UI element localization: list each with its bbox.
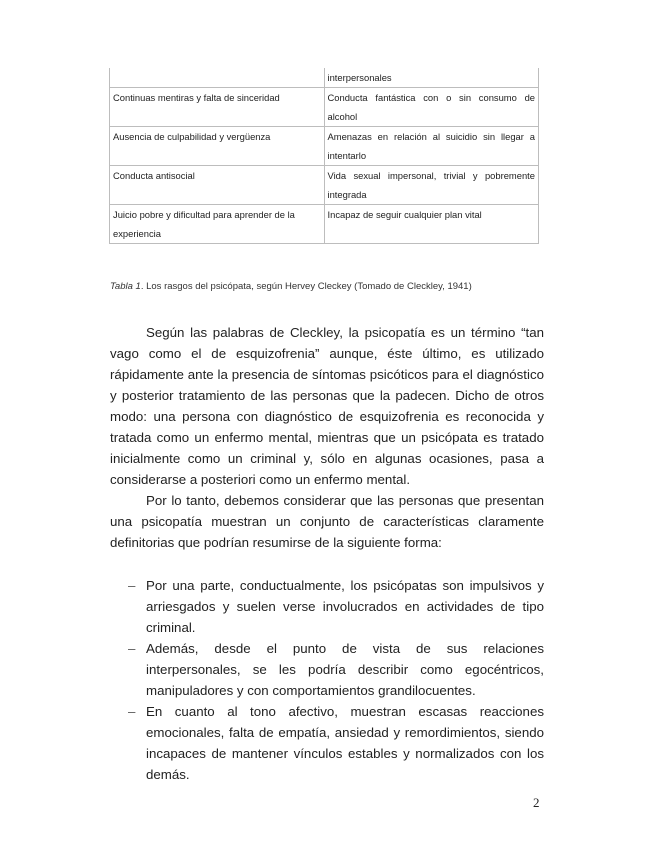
list-item	[110, 638, 544, 701]
table-cell: Continuas mentiras y falta de sinceridad	[110, 88, 325, 127]
page-number: 2	[533, 795, 540, 810]
table-cell: Incapaz de seguir cualquier plan vital	[324, 205, 539, 244]
table-cell: interpersonales	[324, 68, 539, 88]
list-item	[110, 575, 544, 638]
list-item-text: En cuanto al tono afectivo, muestran escasas reacciones emocionales, falta de empatía, ansiedad y remordimientos, siendo incapaces de mantener vínculos estables y normalizados con los demás.	[146, 704, 544, 782]
table-cell: Conducta fantástica con o sin consumo de alcohol	[324, 88, 539, 127]
traits-list	[110, 575, 544, 785]
caption-text: . Los rasgos del psicópata, según Hervey Cleckey (Tomado de Cleckley, 1941)	[140, 281, 472, 292]
list-item-text: Por una parte, conductualmente, los psicópatas son impulsivos y arriesgados y suelen verse involucrados en actividades de tipo criminal.	[146, 578, 544, 635]
table-row	[110, 127, 539, 166]
table-row	[110, 88, 539, 127]
table-row	[110, 205, 539, 244]
list-item-text: Además, desde el punto de vista de sus relaciones interpersonales, se les podría describir como egocéntricos, manipuladores y con comportamientos grandilocuentes.	[146, 641, 544, 698]
table-cell: Ausencia de culpabilidad y vergüenza	[110, 127, 325, 166]
table-row	[110, 166, 539, 205]
table-cell	[110, 68, 325, 88]
caption-label: Tabla 1	[110, 281, 141, 292]
bullet-dash: –	[128, 578, 136, 593]
table-cell: Vida sexual impersonal, trivial y pobremente integrada	[324, 166, 539, 205]
table-cell: Amenazas en relación al suicidio sin llegar a intentarlo	[324, 127, 539, 166]
paragraph-summary-intro: Por lo tanto, debemos considerar que las personas que presentan una psicopatía muestran un conjunto de características claramente definitorias que podrían resumirse de la siguiente forma:	[110, 493, 544, 550]
list-item	[110, 701, 544, 785]
paragraph-cleckley: Según las palabras de Cleckley, la psicopatía es un término “tan vago como el de esquizofrenia” aunque, éste último, es utilizado rápidamente ante la presencia de síntomas psicóticos para el diagnóstico y posterior tratamiento de las personas que la padecen. Dicho de otros modo: una persona con diagnóstico de esquizofrenia es reconocida y tratada como un enfermo mental, mientras que un psicópata es tratado inicialmente como un criminal y, sólo en algunas ocasiones, pasa a considerarse a posteriori como un enfermo mental.	[110, 325, 544, 487]
table-cell: Juicio pobre y dificultad para aprender de la experiencia	[110, 205, 325, 244]
table-caption	[110, 281, 472, 292]
traits-table	[109, 68, 539, 244]
table-row	[110, 68, 539, 88]
bullet-dash: –	[128, 641, 136, 656]
bullet-dash: –	[128, 704, 136, 719]
table-cell: Conducta antisocial	[110, 166, 325, 205]
